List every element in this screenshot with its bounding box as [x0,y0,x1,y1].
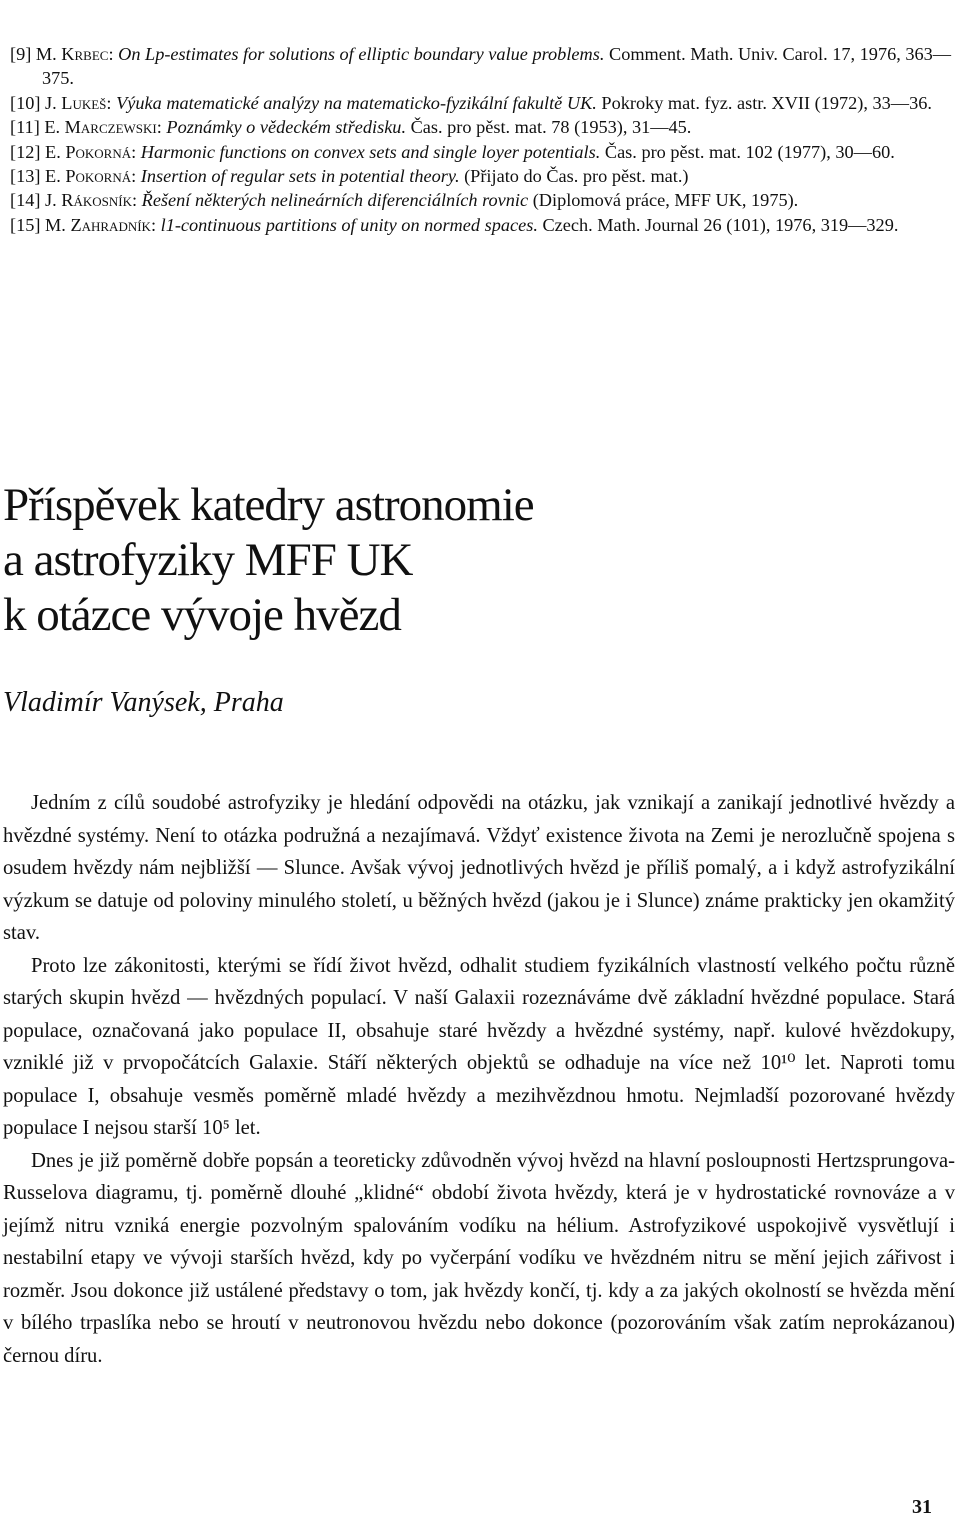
reference-item [10,42,955,91]
reference-item [10,188,955,212]
article-body [3,787,955,1372]
reference-item [10,140,955,164]
reference-author: J. Rákosník: [45,190,138,211]
reference-number: [11] [10,117,40,138]
reference-title: Poznámky o vědeckém středisku. [166,117,407,138]
reference-source: (Diplomová práce, MFF UK, 1975). [532,190,799,211]
reference-author: E. Marczewski: [44,117,162,138]
reference-number: [9] [10,44,32,64]
reference-title: l1-continuous partitions of unity on normed spaces. [160,214,538,235]
reference-number: [10] [10,92,41,113]
reference-title: Insertion of regular sets in potential theory. [140,166,460,187]
reference-source: Pokroky mat. fyz. astr. XVII (1972), 33—36. [601,92,932,113]
article-author: Vladimír Vanýsek, Praha [3,687,284,718]
page-number: 31 [912,1496,932,1518]
reference-author: E. Pokorná: [45,141,137,162]
reference-item [10,115,955,139]
reference-title: Výuka matematické analýzy na matematicko-fyzikální fakultě UK. [116,92,597,113]
reference-number: [15] [10,214,41,235]
paragraph: Jedním z cílů soudobé astrofyziky je hledání odpovědi na otázku, jak vznikají a zanikají jednotlivé hvězdy a hvězdné systémy. Není to otázka podružná a nezajímavá. Vždyť existence života na Zemi je nerozlučně spojena s osudem hvězdy nám nejbližší — Slunce. Avšak vývoj jednotlivých hvězd je příliš pomalý, a i když astrofyzikální výzkum se datuje od poloviny minulého století, u běžných hvězd (jakou je i Slunce) známe prakticky jen okamžitý stav. [3,792,955,944]
reference-title: Řešení některých nelineárních diferenciálních rovnic [141,190,529,211]
title-line: a astrofyziky MFF UK [3,534,413,586]
reference-number: [14] [10,190,41,211]
reference-item [10,91,955,115]
reference-title: On Lp-estimates for solutions of elliptic boundary value problems. [118,44,605,64]
reference-author: J. Lukeš: [45,92,112,113]
reference-author: E. Pokorná: [45,166,137,187]
reference-author: M. Zahradník: [45,214,157,235]
paragraph: Proto lze zákonitosti, kterými se řídí život hvězd, odhalit studiem fyzikálních vlastností velkého počtu různě starých skupin hvězd — hvězdných populací. V naší Galaxii rozeznáváme dvě základní hvězdné populace. Stará populace, označovaná jako populace II, obsahuje staré hvězdy a hvězdné systémy, např. kulové hvězdokupy, vzniklé již v prvopočátcích Galaxie. Stáří některých objektů se odhaduje na více než 10¹⁰ let. Naproti tomu populace I, obsahuje vesměs poměrně mladé hvězdy a mezihvězdnou hmotu. Nejmladší pozorované hvězdy populace I nejsou starší 10⁵ let. [3,954,955,1139]
reference-item [10,213,955,237]
reference-number: [12] [10,141,41,162]
reference-source: Čas. pro pěst. mat. 102 (1977), 30—60. [604,141,895,162]
reference-list [10,42,955,237]
paragraph: Dnes je již poměrně dobře popsán a teoreticky zdůvodněn vývoj hvězd na hlavní posloupnosti Hertzsprungova-Russelova diagramu, tj. poměrně dlouhé „klidné“ období života hvězdy, která je v hydrostatické rovnováze a v jejímž nitru vzniká energie pozvolným spalováním vodíku na hélium. Astrofyzikové uspokojivě vysvětlují i nestabilní etapy ve vývoji starších hvězd, kdy po vyčerpání vodíku ve hvězdném nitru se mění jejich zářivost i rozměr. Jsou dokonce již ustálené představy o tom, jak hvězdy končí, tj. kdy a za jakých okolností se hvězda mění v bílého trpaslíka nebo se hroutí v neutronovou hvězdu nebo dokonce (pozorováním však zatím neprokázanou) černou díru. [3,1149,955,1367]
title-line: k otázce vývoje hvězd [3,589,401,641]
reference-source: Čas. pro pěst. mat. 78 (1953), 31—45. [410,117,692,138]
reference-title: Harmonic functions on convex sets and single loyer potentials. [140,141,601,162]
reference-source: (Přijato do Čas. pro pěst. mat.) [464,166,689,187]
reference-author: M. Krbec: [35,44,114,64]
article-title [3,478,534,643]
reference-source: Comment. Math. Univ. Carol. 17, 1976, 363—375. [42,44,952,89]
reference-source: Czech. Math. Journal 26 (101), 1976, 319—329. [542,214,899,235]
reference-item [10,164,955,188]
reference-number: [13] [10,166,41,187]
title-line: Příspěvek katedry astronomie [3,479,534,531]
